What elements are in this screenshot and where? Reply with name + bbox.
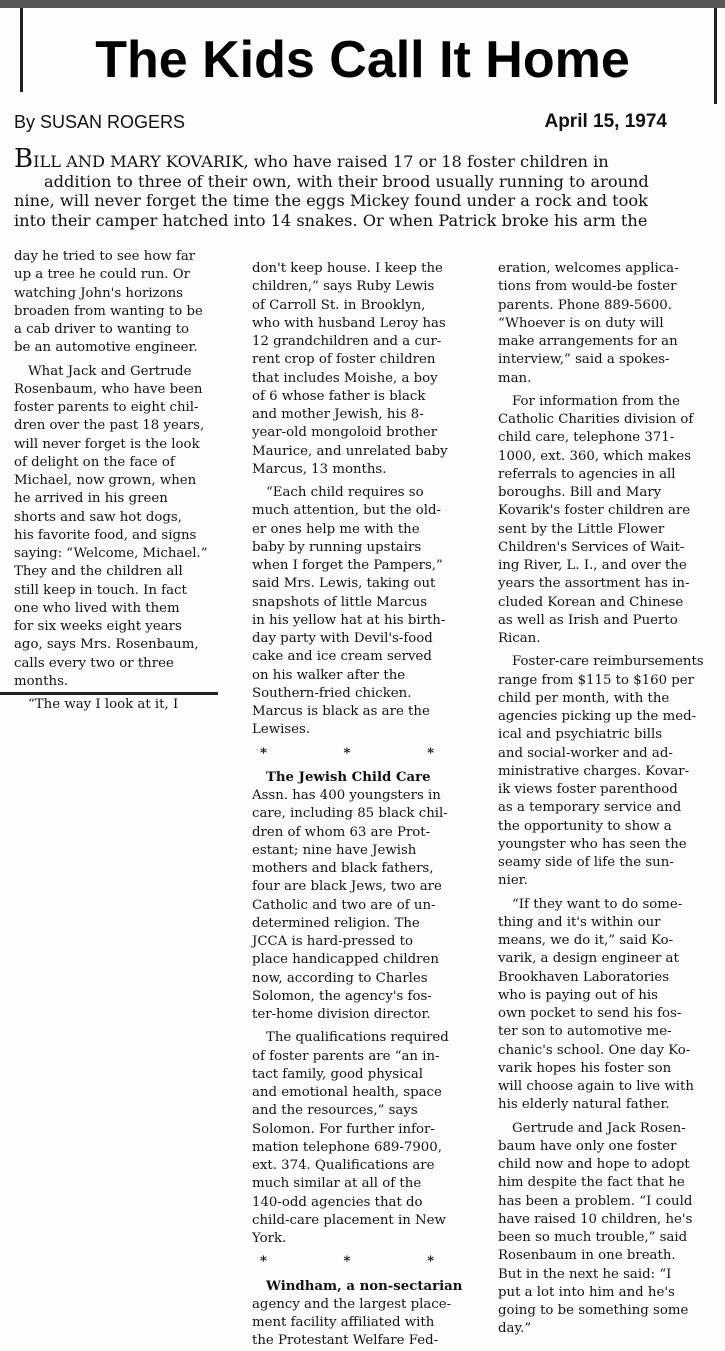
text-line: estant; nine have Jewish: [252, 842, 417, 858]
text-line: 140-odd agencies that do: [252, 1194, 423, 1210]
text-line: foster parents to eight chil-: [14, 400, 199, 415]
text-line: him despite the fact that he: [498, 1175, 685, 1191]
text-line: determined religion. The: [252, 915, 420, 931]
text-line: “Each child requires so: [266, 485, 424, 500]
text-line: thing and it's within our: [498, 914, 661, 930]
text-line: er ones help me with the: [252, 521, 420, 537]
text-line: ter son to automotive me-: [498, 1024, 672, 1040]
text-line: and mother Jewish, his 8-: [252, 407, 424, 422]
text-line: Lewises.: [252, 722, 311, 738]
text-line: They and the children all: [14, 564, 183, 580]
text-line: Assn. has 400 youngsters in: [252, 788, 441, 803]
text-line: chanic's school. One day Ko-: [498, 1042, 691, 1058]
text-line: day he tried to see how far: [14, 249, 196, 264]
text-line: been so much trouble,” said: [498, 1230, 688, 1245]
text-line: months.: [14, 673, 69, 689]
text-line: year-old mongoloid brother: [252, 425, 438, 441]
text-line: for six weeks eight years: [14, 619, 182, 634]
text-line: who is paying out of his: [498, 987, 658, 1003]
column-2: [252, 260, 478, 1351]
text-line: agencies picking up the med-: [498, 709, 697, 724]
text-line: child per month, with the: [498, 690, 670, 706]
text-line: day party with Devil's-food: [252, 631, 433, 646]
text-line: 1000, ext. 360, which makes: [498, 448, 692, 464]
text-line: The Jewish Child Care: [266, 769, 431, 785]
text-line: child care, telephone 371-: [498, 430, 675, 446]
text-line: his favorite food, and signs: [14, 527, 197, 543]
text-line: and emotional health, space: [252, 1085, 442, 1100]
text-line: have raised 10 children, he's: [498, 1211, 693, 1227]
text-line: Rosenbaum in one breath.: [498, 1248, 676, 1264]
text-line: Kovarik's foster children are: [498, 503, 691, 519]
text-line: and social-worker and ad-: [498, 745, 673, 761]
lede-line: addition to three of their own, with their brood usually running to around: [44, 171, 649, 191]
text-line: own pocket to send his fos-: [498, 1006, 682, 1021]
text-line: Children's Services of Wait-: [498, 539, 685, 555]
text-line: The qualifications required: [266, 1030, 449, 1046]
text-line: youngster who has seen the: [498, 836, 687, 852]
text-line: snapshots of little Marcus: [252, 594, 428, 610]
text-line: Solomon. For further infor-: [252, 1121, 435, 1137]
text-line: Southern-fried chicken.: [252, 685, 412, 701]
text-line: the opportunity to show a: [498, 818, 672, 834]
text-line: one who lived with them: [14, 600, 180, 616]
text-line: 12 grandchildren and a cur-: [252, 334, 442, 349]
text-line: said Mrs. Lewis, taking out: [252, 576, 436, 592]
text-line: place handicapped children: [252, 952, 439, 968]
text-line: mation telephone 689-7900,: [252, 1139, 442, 1155]
text-line: years the assortment has in-: [498, 576, 690, 592]
text-line: Rosenbaum, who have been: [14, 381, 203, 397]
text-line: he arrived in his green: [14, 491, 168, 507]
text-line: seamy side of life the sun-: [498, 855, 674, 870]
text-line: tact family, good physical: [252, 1066, 424, 1082]
text-line: will never forget is the look: [14, 436, 200, 452]
text-line: dren over the past 18 years,: [14, 418, 205, 434]
lede-paragraph: [14, 144, 718, 230]
text-line: four are black Jews, two are: [252, 879, 442, 895]
text-line: parents. Phone 889-5600.: [498, 297, 672, 313]
text-line: up a tree he could run. Or: [14, 267, 190, 283]
drop-cap: B: [14, 144, 34, 174]
text-line: watching John's horizons: [14, 285, 183, 301]
text-line: will choose again to live with: [498, 1079, 694, 1094]
text-line: make arrangements for an: [498, 334, 678, 349]
text-line: eration, welcomes applica-: [498, 261, 679, 276]
text-line: “Whoever is on duty will: [498, 315, 664, 331]
section-break-stars: * * *: [259, 745, 471, 761]
text-line: Gertrude and Jack Rosen-: [512, 1120, 686, 1136]
text-line: man.: [498, 370, 532, 386]
text-line: Marcus is black as are the: [252, 704, 430, 719]
text-line: of Carroll St. in Brooklyn,: [252, 297, 426, 313]
text-line: shorts and saw hot dogs,: [14, 509, 182, 525]
text-line: of 6 whose father is black: [252, 388, 426, 404]
text-line: child now and hope to adopt: [498, 1157, 690, 1172]
date: April 15, 1974: [544, 111, 667, 132]
text-line: has been a problem. “I could: [498, 1193, 693, 1209]
text-line: JCCA is hard-pressed to: [252, 934, 414, 949]
text-line: Catholic Charities division of: [498, 412, 694, 427]
text-line: What Jack and Gertrude: [28, 363, 192, 379]
text-line: York.: [252, 1231, 287, 1246]
text-line: in his yellow hat at his birth-: [252, 612, 446, 628]
text-line: baum have only one foster: [498, 1138, 677, 1154]
top-border-rule: [0, 0, 725, 8]
text-line: rent crop of foster children: [252, 352, 436, 368]
text-line: when I forget the Pampers,”: [252, 558, 443, 573]
text-line: who with husband Leroy has: [252, 315, 446, 331]
text-line: a cab driver to wanting to: [14, 322, 190, 337]
text-line: broaden from wanting to be: [14, 303, 203, 319]
text-line: much similar at all of the: [252, 1176, 422, 1192]
text-line: be an automotive engineer.: [14, 340, 198, 356]
text-line: child-care placement in New: [252, 1212, 446, 1228]
text-line: care, including 85 black chil-: [252, 806, 448, 822]
text-line: ing River, L. I., and over the: [498, 558, 687, 573]
text-line: dren of whom 63 are Prot-: [252, 824, 431, 840]
text-line: ter-home division director.: [252, 1007, 431, 1022]
column-1: [14, 248, 242, 714]
text-line: varik, a design engineer at: [498, 951, 679, 967]
lede-line: [14, 144, 718, 174]
text-line: as well as Irish and Puerto: [498, 612, 678, 628]
text-line: varik hopes his foster son: [498, 1060, 672, 1076]
byline: By SUSAN ROGERS: [14, 112, 186, 132]
text-line: mothers and black fathers,: [252, 861, 434, 876]
text-line: Marcus, 13 months.: [252, 461, 387, 477]
text-line: ment facility affiliated with: [252, 1315, 435, 1330]
text-line: his elderly natural father.: [498, 1097, 670, 1113]
text-line: sent by the Little Flower: [498, 521, 665, 537]
text-line: “If they want to do some-: [512, 896, 683, 912]
column-3: [498, 260, 718, 1339]
section-break-stars: * * *: [259, 1254, 471, 1270]
text-line: going to be something some: [498, 1303, 689, 1318]
lede-line: into their camper hatched into 14 snakes. Or when Patrick broke his arm the: [14, 210, 648, 230]
text-line: ministrative charges. Kovar-: [498, 763, 690, 779]
text-line: the Protestant Welfare Fed-: [252, 1333, 439, 1349]
text-line: Foster-care reimbursements: [512, 654, 704, 670]
text-line: interview,” said a spokes-: [498, 352, 670, 368]
text-line: Maurice, and unrelated baby: [252, 443, 448, 459]
text-line: cake and ice cream served: [252, 649, 432, 665]
text-line: tions from would-be foster: [498, 279, 677, 295]
text-line: much attention, but the old-: [252, 503, 441, 519]
text-line: put a lot into him and he's: [498, 1284, 675, 1300]
text-line: and the resources,” says: [252, 1103, 418, 1119]
text-line: of delight on the face of: [14, 454, 175, 470]
text-line: referrals to agencies in all: [498, 466, 676, 482]
text-line: cluded Korean and Chinese: [498, 594, 684, 610]
text-line: “The way I look at it, I: [28, 697, 179, 712]
text-line: Michael, now grown, when: [14, 473, 197, 488]
text-line: still keep in touch. In fact: [14, 582, 187, 598]
text-line: ext. 374. Qualifications are: [252, 1158, 435, 1173]
text-line: agency and the largest place-: [252, 1296, 452, 1312]
text-line: don't keep house. I keep the: [252, 261, 443, 276]
text-line: means, we do it,” said Ko-: [498, 933, 674, 948]
lede-line: nine, will never forget the time the eggs Mickey found under a rock and took: [14, 191, 648, 210]
text-line: ical and psychiatric bills: [498, 727, 663, 743]
text-line: Catholic and two are of un-: [252, 897, 436, 913]
text-line: nier.: [498, 873, 528, 889]
text-line: Solomon, the agency's fos-: [252, 988, 432, 1004]
text-line: saying: “Welcome, Michael.”: [14, 546, 208, 561]
text-line: Rican.: [498, 631, 541, 646]
text-line: calls every two or three: [14, 655, 174, 671]
text-line: ik views foster parenthood: [498, 782, 678, 797]
lede-line-text: ILL AND MARY KOVARIK, who have raised 17 or 18 foster children in: [33, 152, 609, 171]
text-line: that includes Moishe, a boy: [252, 370, 438, 386]
text-line: ago, says Mrs. Rosenbaum,: [14, 637, 199, 653]
column-end-rule: [0, 692, 218, 695]
text-line: now, according to Charles: [252, 970, 428, 986]
text-line: For information from the: [512, 393, 681, 409]
text-line: on his walker after the: [252, 667, 406, 683]
text-line: baby by running upstairs: [252, 539, 422, 555]
text-line: range from $115 to $160 per: [498, 672, 695, 688]
text-line: Windham, a non-sectarian: [266, 1278, 463, 1294]
text-line: boroughs. Bill and Mary: [498, 485, 662, 500]
text-line: children,” says Ruby Lewis: [252, 279, 435, 295]
text-line: as a temporary service and: [498, 800, 682, 816]
text-line: Brookhaven Laboratories: [498, 969, 670, 985]
text-line: day.”: [498, 1321, 532, 1337]
headline: The Kids Call It Home: [95, 31, 630, 89]
text-line: But in the next he said: “I: [498, 1266, 672, 1282]
text-line: of foster parents are “an in-: [252, 1048, 440, 1064]
